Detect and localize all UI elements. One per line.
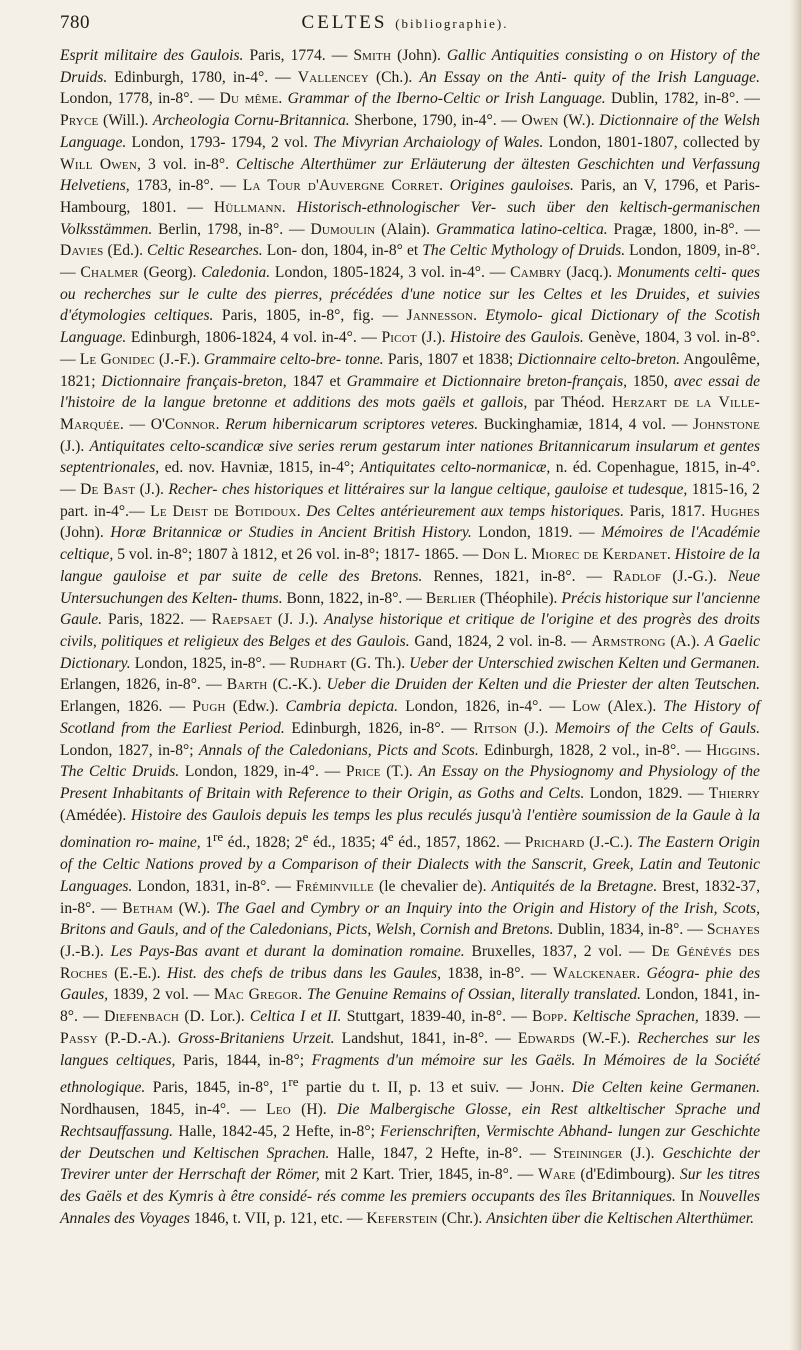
author-name: Rudhart <box>289 654 347 672</box>
work-title: Memoirs of the Celts of Gauls. <box>554 719 760 737</box>
work-title: An Essay on the Anti- quity of the Irish Language. <box>419 68 760 86</box>
work-title: Antiquitates celto-normanicæ, <box>359 459 551 477</box>
work-title: Geschichte der Trevirer unter der Herrschaft der Römer, <box>60 1144 760 1184</box>
author-name: Pugh <box>192 698 226 716</box>
work-title: Esprit militaire des Gaulois. <box>60 47 244 64</box>
work-title: Grammaire celto-bre- tonne. <box>203 350 384 368</box>
work-title: Géogra- phie des Gaules, <box>60 964 761 1004</box>
work-title: An Essay on the Physiognomy and Physiology of the Present Inhabitants of Britain with Reference to their Origin, as Goths and Celts. <box>60 763 760 802</box>
author-name: Smith <box>353 47 392 64</box>
author-name: Le Gonidec <box>79 350 155 368</box>
work-title: Les Pays-Bas avant et durant la domination romaine. <box>110 943 465 961</box>
author-name: Price <box>345 763 381 781</box>
work-title: Dictionnaire français-breton, <box>101 372 287 390</box>
work-title: Die Malbergische Glosse, ein Rest altkeltischer Sprache und Rechtsauffassung. <box>60 1101 761 1140</box>
author-name: Barth <box>226 676 268 694</box>
work-title: Monuments celti- ques ou recherches sur le culte des pierres, précédées d'une notice sur les Celtes et les Druides, et suivies d'étymologies celtiques. <box>60 264 760 325</box>
work-title: Sur les titres des Gaëls et des Kymris à être considé- rés comme les premiers occupants des îles Britanniques. <box>60 1166 760 1205</box>
work-title: Cambria depicta. <box>285 698 399 716</box>
author-name: Walckenaer <box>552 964 637 982</box>
work-title: The Gael and Cymbry or an Inquiry into the Origin and History of the Irish, Scots, Britons and Gauls, and of the Caledonians, Picts, Welsh, Cornish and Bretons. <box>60 899 760 939</box>
author-name: Steininger <box>553 1144 623 1162</box>
bibliography-text: Esprit militaire des Gaulois. Paris, 1774. — Smith (John). Gallic Antiquities consisting o on History of the Druids. Edinburgh, 1780, in-4°. — Vallencey (Ch.). An Essay on the Anti- quity of the Irish Language. London, 1778, in-8°. — Du même. Grammar of the Iberno-Celtic or Irish Language. Dublin, 1782, in-8°. — Pryce (Will.). Archeologia Cornu-Britannica. Sherbone, 1790, in-4°. — Owen (W.). Dictionnaire of the Welsh Language. London, 1793- 1794, 2 vol. The Mivyrian Archaiology of Wales. London, 1801-1807, collected by Will Owen, 3 vol. in-8°. Celtische Alterthümer zur Erläuterung der ältesten Geschichten und Verfassung Helvetiens, 1783, in-8°. — La Tour d'Auvergne Corret. Origines gauloises. Paris, an V, 1796, et Paris-Hambourg, 1801. — Hüllmann. Historisch-ethnologischer Ver- such über den keltisch-germanischen Volksstämmen. Berlin, 1798, in-8°. — Dumoulin (Alain). Grammatica latino-celtica. Pragæ, 1800, in-8°. — Davies (Ed.). Celtic Researches. Lon- don, 1804, in-8° et The Celtic Mythology of Druids. London, 1809, in-8°. — Chalmer (Georg). Caledonia. London, 1805-1824, 3 vol. in-4°. — Cambry (Jacq.). Monuments celti- ques ou recherches sur le culte des pierres, précédées d'une notice sur les Celtes et les Druides, et suivies d'étymologies celtiques. Paris, 1805, in-8°, fig. — Jannesson. Etymolo- gical Dictionary of the Scotish Language. Edinburgh, 1806-1824, 4 vol. in-4°. — Picot (J.). Histoire des Gaulois. Genève, 1804, 3 vol. in-8°. — Le Gonidec (J.-F.). Grammaire celto-bre- tonne. Paris, 1807 et 1838; Dictionnaire celto-breton. Angoulême, 1821; Dictionnaire français-breton, 1847 et Grammaire et Dictionnaire breton-français, 1850, avec essai de l'histoire de la langue bretonne et additions des mots gaëls et gallois, par Théod. Herzart de la Ville-Marquée. — O'Connor. Rerum hibernicarum scriptores veteres. Buckinghamiæ, 1814, 4 vol. — Johnstone (J.). Antiquitates celto-scandicæ sive series rerum gestarum inter nationes Britannicarum insularum et gentes septentrionales, ed. nov. Havniæ, 1815, in-4°; Antiquitates celto-normanicæ, n. éd. Copenhague, 1815, in-4°. — De Bast (J.). Recher- ches historiques et littéraires sur la langue celtique, gauloise et tudesque, 1815-16, 2 part. in-4°.— Le Deist de Botidoux. Des Celtes antérieurement aux temps historiques. Paris, 1817. Hughes (John). Horæ Britannicæ or Studies in Ancient British History. London, 1819. — Mémoires de l'Académie celtique, 5 vol. in-8°; 1807 à 1812, et 26 vol. in-8°; 1817- 1865. — Don L. Miorec de Kerdanet. Histoire de la langue gauloise et par suite de celle des Bretons. Rennes, 1821, in-8°. — Radlof (J.-G.). Neue Untersuchungen des Kelten- thums. Bonn, 1822, in-8°. — Berlier (Théophile). Précis historique sur l'ancienne Gaule. Paris, 1822. — Raepsaet (J. J.). Analyse historique et critique de l'origine et des progrès des droits civils, politiques et religieux des Belges et des Gaulois. Gand, 1824, 2 vol. in-8. — Armstrong (A.). A Gaelic Dictionary. London, 1825, in-8°. — Rudhart (G. Th.). Ueber der Unterschied zwischen Kelten und Germanen. Erlangen, 1826, in-8°. — Barth (C.-K.). Ueber die Druiden der Kelten und die Priester der alten Teutschen. Erlangen, 1826. — Pugh (Edw.). Cambria depicta. London, 1826, in-4°. — Low (Alex.). The History of Scotland from the Earliest Period. Edinburgh, 1826, in-8°. — Ritson (J.). Memoirs of the Celts of Gauls. London, 1827, in-8°; Annals of the Caledonians, Picts and Scots. Edinburgh, 1828, 2 vol., in-8°. — Higgins. The Celtic Druids. London, 1829, in-4°. — Price (T.). An Essay on the Physiognomy and Physiology of the Present Inhabitants of Britain with Reference to their Origin, as Goths and Celts. London, 1829. — Thierry (Amédée). Histoire des Gaulois depuis les temps les plus reculés jusqu'à l'entière soumission de la Gaule à la domination ro- maine, 1re éd., 1828; 2e éd., 1835; 4e éd., 1857, 1862. — Prichard (J.-C.). The Eastern Origin of the Celtic Nations proved by a Comparison of their Dialects with the Sanscrit, Greek, Latin and Teutonic Languages. London, 1831, in-8°. — Fréminville (le chevalier de). Antiquités de la Bretagne. Brest, 1832-37, in-8°. — Betham (W.). The Gael and Cymbry or an Inquiry into the Origin and History of the Irish, Scots, Britons and Gauls, and of the Caledonians, Picts, Welsh, Cornish and Bretons. Dublin, 1834, in-8°. — Schayes (J.-B.). Les Pays-Bas avant et durant la domination romaine. Bruxelles, 1837, 2 vol. — De Génévés des Roches (E.-E.). Hist. des chefs de tribus dans les Gaules, 1838, in-8°. — Walckenaer. Géogra- phie des Gaules, 1839, 2 vol. — Mac Gregor. The Genuine Remains of Ossian, literally translated. London, 1841, in-8°. — Diefenbach (D. Lor.). Celtica I et II. Stuttgart, 1839-40, in-8°. — Bopp. Keltische Sprachen, 1839. — Passy (P.-D.-A.). Gross-Britaniens Urzeit. Landshut, 1841, in-8°. — Edwards (W.-F.). Recherches sur les langues celtiques, Paris, 1844, in-8°; Fragments d'un mémoire sur les Gaëls. In Mémoires de la Société ethnologique. Paris, 1845, in-8°, 1re partie du t. II, p. 13 et suiv. — John. Die Celten keine Germanen. Nordhausen, 1845, in-4°. — Leo (H). Die Malbergische Glosse, ein Rest altkeltischer Sprache und Rechtsauffassung. Halle, 1842-45, 2 Hefte, in-8°; Ferienschriften, Vermischte Abhand- lungen zur Geschichte der Deutschen und Keltischen Sprachen. Halle, 1847, 2 Hefte, in-8°. — Steininger (J.). Geschichte der Trevirer unter der Herrschaft der Römer, mit 2 Kart. Trier, 1845, in-8°. — Ware (d'Edimbourg). Sur les titres des Gaëls et des Kymris à être considé- rés comme les premiers occupants des îles Britanniques. In Nouvelles Annales des Voyages 1846, t. VII, p. 121, etc. — Keferstein (Chr.). Ansichten über die Keltischen Alterthümer. <box>60 47 761 1227</box>
author-name: Prichard <box>524 834 585 852</box>
work-title: Rerum hibernicarum scriptores veteres. <box>225 415 479 433</box>
author-name: Pryce <box>60 112 99 130</box>
author-name: Betham <box>122 899 174 917</box>
author-name: Schayes <box>706 921 760 939</box>
work-title: Celtic Researches. <box>147 242 263 260</box>
author-name: Du même <box>219 90 279 108</box>
running-title-sub: (bibliographie). <box>395 16 509 31</box>
page-number: 780 <box>60 12 90 33</box>
work-title: Nouvelles Annales des Voyages <box>60 1187 760 1227</box>
work-title: Etymolo- gical Dictionary of the Scotish Language. <box>60 307 761 347</box>
work-title: Celtische Alterthümer zur Erläuterung der ältesten Geschichten und Verfassung Helvetiens, <box>60 155 760 195</box>
work-title: The Eastern Origin of the Celtic Nations proved by a Comparison of their Dialects with the Sanscrit, Greek, Latin and Teutonic Languages. <box>60 834 760 895</box>
work-title: Hist. des chefs de tribus dans les Gaules, <box>166 964 442 982</box>
author-name: Le Deist de Botidoux <box>150 502 297 520</box>
author-name: Mac Gregor <box>213 986 299 1004</box>
work-title: Caledonia. <box>201 264 271 282</box>
work-title: Annals of the Caledonians, Picts and Scots. <box>198 741 479 759</box>
work-title: Gallic Antiquities consisting o on History of the Druids. <box>60 47 760 86</box>
work-title: Historisch-ethnologischer Ver- such über den keltisch-germanischen Volksstämmen. <box>60 198 760 238</box>
author-name: Cambry <box>510 264 562 282</box>
work-title: avec essai de l'histoire de la langue bretonne et additions des mots gaëls et gallois, <box>60 372 760 412</box>
author-name: Hughes <box>710 502 761 520</box>
work-title: Die Celten keine Germanen. <box>571 1079 760 1097</box>
author-name: De Bast <box>80 481 136 499</box>
author-name: Connor <box>164 415 216 433</box>
author-name: Fréminville <box>295 877 374 895</box>
author-name: Don <box>482 546 511 564</box>
work-title: The Celtic Druids. <box>60 763 180 781</box>
author-name: Dumoulin <box>310 220 376 238</box>
work-title: A Gaelic Dictionary. <box>60 632 760 672</box>
work-title: Origines gauloises. <box>449 177 574 195</box>
page-edge-shadow <box>789 0 801 1350</box>
author-name: Keferstein <box>366 1209 438 1227</box>
work-title: Dictionnaire of the Welsh Language. <box>60 112 760 151</box>
author-name: De Génévés des Roches <box>60 943 760 982</box>
author-name: Raepsaet <box>211 611 272 629</box>
work-title: Précis historique sur l'ancienne Gaule. <box>60 589 761 629</box>
work-title: Ueber die Druiden der Kelten und die Priester der alten Teutschen. <box>326 676 761 694</box>
work-title: Keltische Sprachen, <box>572 1008 699 1026</box>
author-name: Leo <box>266 1101 291 1119</box>
work-title: Recher- ches historiques et littéraires sur la langue celtique, gauloise et tudesque, <box>168 481 688 499</box>
work-title: Fragments d'un mémoire sur les Gaëls. In Mémoires de la Société ethnologique. <box>60 1051 761 1097</box>
author-name: Bopp <box>532 1008 564 1026</box>
work-title: Archeologia Cornu-Britannica. <box>152 112 350 130</box>
work-title: Analyse historique et critique de l'origine et des progrès des droits civils, politiques et religieux des Belges et des Gaulois. <box>60 611 761 650</box>
work-title: Neue Untersuchungen des Kelten- thums. <box>60 567 760 607</box>
author-name: Ritson <box>473 719 518 737</box>
work-title: The Mivyrian Archaiology of Wales. <box>313 133 544 151</box>
work-title: Antiquitates celto-scandicæ sive series rerum gestarum inter nationes Britannicarum insularum et gentes septentrionales, <box>60 437 760 477</box>
author-name: Herzart de la Ville-Marquée <box>60 394 760 433</box>
work-title: Celtica I et II. <box>249 1008 342 1026</box>
author-name: Thierry <box>708 784 760 802</box>
author-name: Armstrong <box>591 632 666 650</box>
running-title <box>240 12 570 34</box>
running-header <box>60 12 760 40</box>
author-name: Low <box>572 698 601 716</box>
work-title: Des Celtes antérieurement aux temps historiques. <box>306 502 625 520</box>
ordinal-superscript: re <box>288 1074 299 1090</box>
author-name: La Tour d'Auvergne Corret <box>242 177 440 195</box>
running-title-main: CELTES <box>301 12 388 33</box>
author-name: Johnstone <box>693 415 760 433</box>
work-title: Histoire des Gaulois depuis les temps les plus reculés jusqu'à l'entière soumission de la Gaule à la domination ro- maine, <box>60 806 760 852</box>
author-name: Miorec de Kerdanet <box>531 546 667 564</box>
work-title: Histoire des Gaulois. <box>450 329 584 347</box>
author-name: Ware <box>538 1166 576 1184</box>
work-title: Ueber der Unterschied zwischen Kelten und Germanen. <box>409 654 760 672</box>
work-title: Histoire de la langue gauloise et par suite de celle des Bretons. <box>60 546 760 585</box>
work-title: Grammar of the Iberno-Celtic or Irish Language. <box>287 90 606 108</box>
author-name: Will Owen <box>60 155 137 173</box>
work-title: Grammaire et Dictionnaire breton-français, <box>346 372 628 390</box>
author-name: Vallencey <box>297 68 369 86</box>
author-name: John <box>529 1079 561 1097</box>
work-title: Horæ Britannicæ or Studies in Ancient British History. <box>110 524 472 542</box>
work-title: Grammatica latino-celtica. <box>435 220 608 238</box>
work-title: The Celtic Mythology of Druids. <box>422 242 626 260</box>
work-title: Antiquités de la Bretagne. <box>491 877 658 895</box>
work-title: The History of Scotland from the Earliest Period. <box>60 698 760 737</box>
author-name: Chalmer <box>80 264 139 282</box>
ordinal-superscript: e <box>302 829 309 845</box>
work-title: Ferienschriften, Vermischte Abhand- lungen zur Geschichte der Deutschen und Keltischen Sprachen. <box>60 1122 760 1162</box>
author-name: Higgins <box>706 741 757 759</box>
author-name: Passy <box>60 1029 98 1047</box>
author-name: Edwards <box>517 1029 576 1047</box>
author-name: Owen <box>521 112 559 130</box>
author-name: Picot <box>381 329 417 347</box>
work-title: Ansichten über die Keltischen Alterthümer. <box>486 1209 754 1227</box>
work-title: Gross-Britaniens Urzeit. <box>177 1029 335 1047</box>
author-name: Radlof <box>613 567 662 585</box>
author-name: Diefenbach <box>104 1008 180 1026</box>
author-name: Berlier <box>425 589 477 607</box>
work-title: Dictionnaire celto-breton. <box>517 350 681 368</box>
author-name: Hüllmann <box>213 198 282 216</box>
work-title: Recherches sur les langues celtiques, <box>60 1029 760 1069</box>
work-title: The Genuine Remains of Ossian, literally translated. <box>306 986 642 1004</box>
ordinal-superscript: e <box>387 829 394 845</box>
author-name: Jannesson <box>406 307 474 325</box>
work-title: Mémoires de l'Académie celtique, <box>60 524 760 564</box>
author-name: Davies <box>60 242 104 260</box>
ordinal-superscript: re <box>213 829 224 845</box>
